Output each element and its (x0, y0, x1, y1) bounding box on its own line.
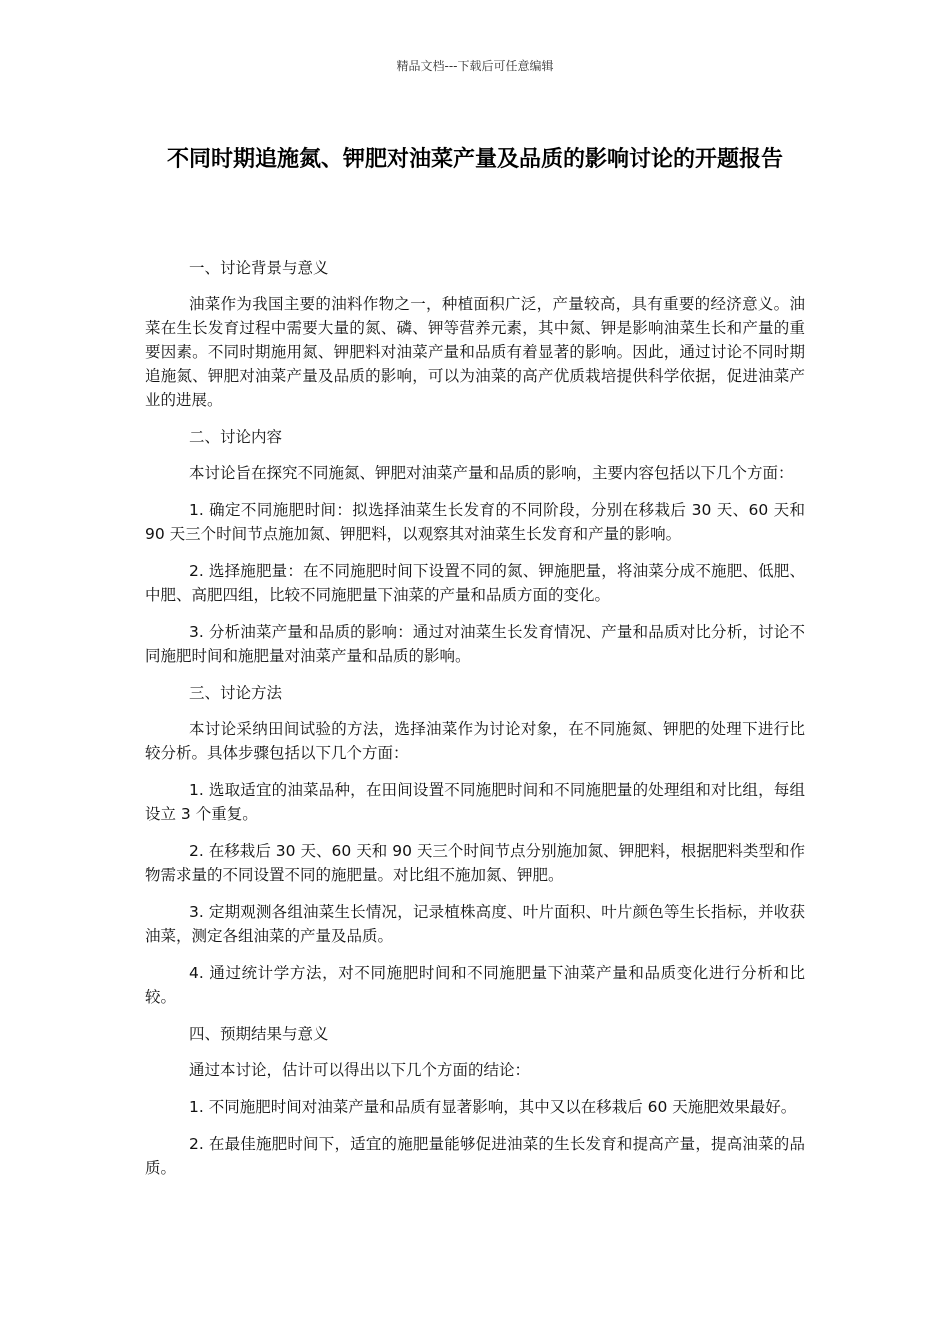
list-item: 1. 选取适宜的油菜品种，在田间设置不同施肥时间和不同施肥量的处理组和对比组，每组设立 3 个重复。 (145, 781, 805, 823)
section-heading-expected-results: 四、预期结果与意义 (189, 1025, 329, 1043)
list-item: 4. 通过统计学方法，对不同施肥时间和不同施肥量下油菜产量和品质变化进行分析和比较。 (145, 964, 805, 1006)
list-item: 1. 确定不同施肥时间：拟选择油菜生长发育的不同阶段，分别在移栽后 30 天、60 天和 90 天三个时间节点施加氮、钾肥料，以观察其对油菜生长发育和产量的影响。 (145, 501, 805, 543)
list-item: 1. 不同施肥时间对油菜产量和品质有显著影响，其中又以在移栽后 60 天施肥效果最好。 (189, 1098, 797, 1116)
list-item: 3. 定期观测各组油菜生长情况，记录植株高度、叶片面积、叶片颜色等生长指标，并收获油菜，测定各组油菜的产量及品质。 (145, 903, 805, 945)
list-item: 2. 选择施肥量：在不同施肥时间下设置不同的氮、钾施肥量，将油菜分成不施肥、低肥、中肥、高肥四组，比较不同施肥量下油菜的产量和品质方面的变化。 (145, 562, 805, 604)
header-note: 精品文档---下载后可任意编辑 (396, 59, 554, 73)
list-item: 2. 在移栽后 30 天、60 天和 90 天三个时间节点分别施加氮、钾肥料，根据肥料类型和作物需求量的不同设置不同的施肥量。对比组不施加氮、钾肥。 (145, 842, 805, 884)
document-title: 不同时期追施氮、钾肥对油菜产量及品质的影响讨论的开题报告 (166, 147, 783, 172)
paragraph: 本讨论采纳田间试验的方法，选择油菜作为讨论对象，在不同施氮、钾肥的处理下进行比较分析。具体步骤包括以下几个方面： (145, 720, 805, 762)
section-heading-background: 一、讨论背景与意义 (189, 259, 329, 277)
section-heading-content: 二、讨论内容 (189, 428, 283, 446)
paragraph: 通过本讨论，估计可以得出以下几个方面的结论： (189, 1061, 531, 1079)
document-body (145, 256, 805, 1193)
paragraph: 本讨论旨在探究不同施氮、钾肥对油菜产量和品质的影响，主要内容包括以下几个方面： (189, 464, 794, 482)
section-heading-method: 三、讨论方法 (189, 684, 283, 702)
list-item: 3. 分析油菜产量和品质的影响：通过对油菜生长发育情况、产量和品质对比分析，讨论不同施肥时间和施肥量对油菜产量和品质的影响。 (145, 623, 805, 665)
list-item: 2. 在最佳施肥时间下，适宜的施肥量能够促进油菜的生长发育和提高产量，提高油菜的品质。 (145, 1135, 805, 1177)
paragraph: 油菜作为我国主要的油料作物之一，种植面积广泛，产量较高，具有重要的经济意义。油菜在生长发育过程中需要大量的氮、磷、钾等营养元素，其中氮、钾是影响油菜生长和产量的重要因素。不同时期施用氮、钾肥料对油菜产量和品质有着显著的影响。因此，通过讨论不同时期追施氮、钾肥对油菜产量及品质的影响，可以为油菜的高产优质栽培提供科学依据，促进油菜产业的进展。 (145, 295, 805, 409)
